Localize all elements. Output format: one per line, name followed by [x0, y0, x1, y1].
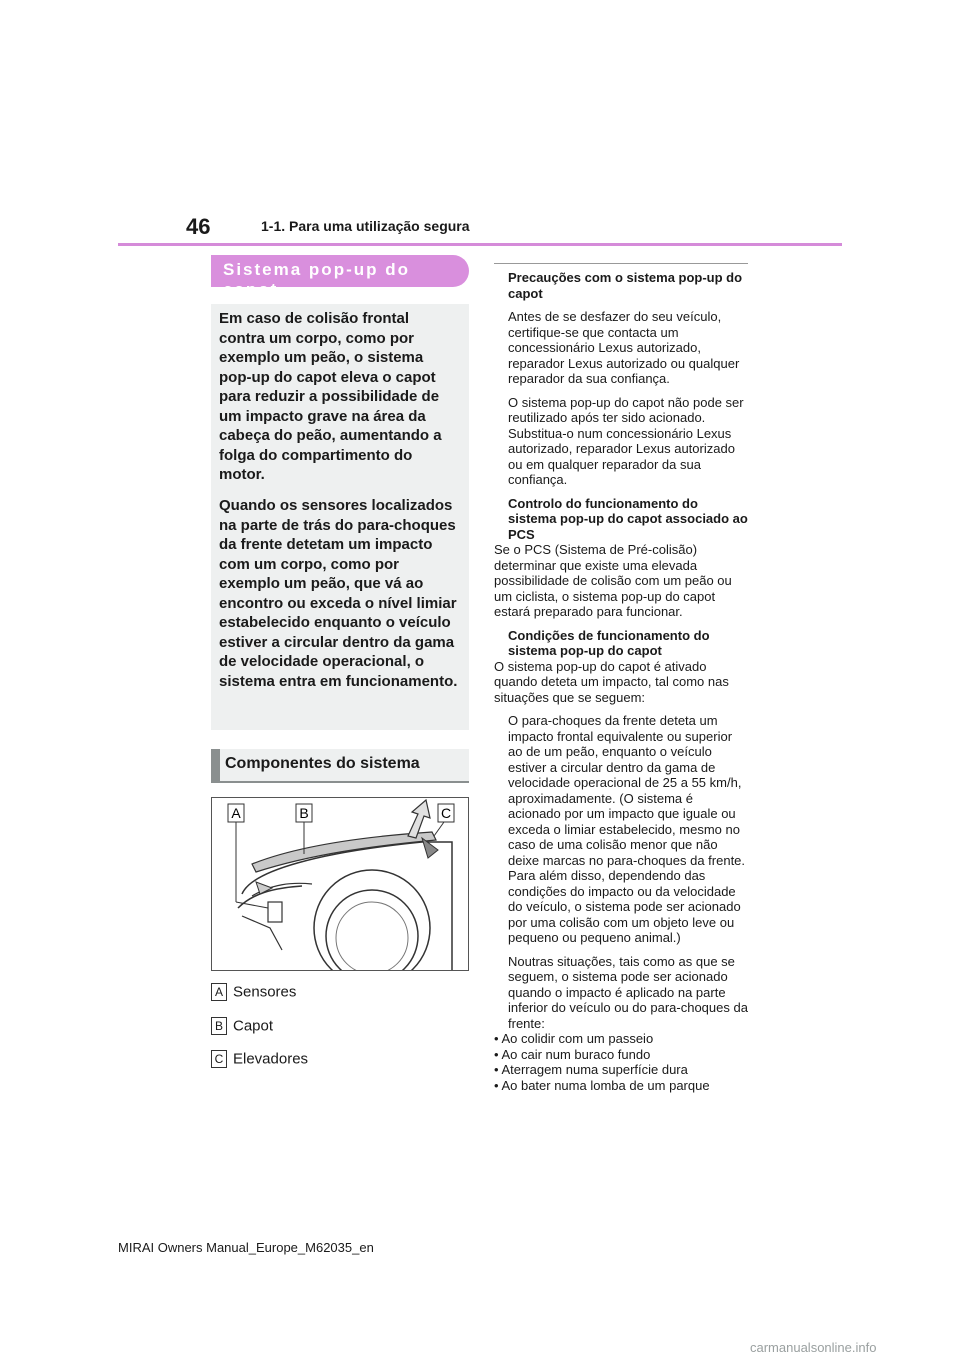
legend-label: Sensores — [233, 983, 297, 1001]
legend-item-sensors — [211, 983, 296, 1001]
intro-paragraph-1: Em caso de colisão frontal contra um corpo, como por exemplo um peão, o sistema pop-up do capot eleva o capot para reduzir a possibilidade de um impacto grave na área da cabeça do peão, aumentando a folga do compartimento do motor. — [219, 310, 442, 483]
section-title: 1-1. Para uma utilização segura — [261, 218, 470, 234]
conditions-heading: Condições de funcionamento do sistema pop-up do capot — [508, 627, 710, 658]
conditions-intro: O sistema pop-up do capot é ativado quando deteta um impacto, tal como nas situações que se seguem: — [494, 658, 729, 705]
components-section-title: Componentes do sistema — [225, 755, 420, 772]
popup-section-title: Sistema pop-up do capot — [223, 260, 410, 299]
legend-label: Elevadores — [233, 1050, 309, 1068]
legend-tag: A — [211, 983, 227, 1001]
figure-label-c: C — [440, 805, 452, 821]
legend-tag: B — [211, 1017, 227, 1035]
bullet-item: • Aterragem numa superfície dura — [494, 1062, 688, 1077]
precautions-heading: Precauções com o sistema pop-up do capot — [508, 270, 743, 301]
legend-item-lifters — [211, 1050, 308, 1068]
figure-label-b: B — [299, 805, 309, 821]
right-column-rule — [494, 263, 748, 264]
header-rule — [118, 243, 842, 246]
intro-box — [211, 304, 469, 730]
pcs-heading: Controlo do funcionamento do sistema pop-up do capot associado ao PCS — [508, 495, 748, 542]
watermark: carmanualsonline.info — [750, 1340, 877, 1355]
precautions-paragraph-1: Antes de se desfazer do seu veículo, certifique-se que contacta um concessionário Lexus autorizado, reparador Lexus autorizado ou qualquer reparador da sua confiança. — [508, 309, 740, 386]
legend-item-hood — [211, 1017, 273, 1035]
components-section-banner — [211, 749, 469, 783]
hood-system-illustration — [211, 797, 469, 971]
conditions-paragraph-1: O para-choques da frente deteta um impacto frontal equivalente ou superior ao de um peão, enquanto o veículo estiver a circular dentro da gama de velocidade operacional de 25 a 55 km/h, aproximadamente. (O sistema é acionado por um impacto que iguale ou exceda o limiar estabelecido, mesmo no caso de uma colisão menor que não deixe marcas no para-choques da frente. Para além disso, dependendo das condições do impacto ou da velocidade do veículo, o sistema pode ser acionado por uma colisão com um objeto leve ou pequeno ou pequeno animal.) — [508, 713, 746, 945]
conditions-paragraph-2: Noutras situações, tais como as que se seguem, o sistema pode ser acionado quando o impacto é aplicado na parte inferior do veículo ou do para-choques da frente: — [508, 953, 748, 1031]
intro-paragraph-2: Quando os sensores localizados na parte de trás do para-choques da frente detetam um impacto com um corpo, como por exemplo um peão, que vá ao encontro ou exceda o nível limiar estabelecido enquanto o veículo estiver a circular dentro da gama de velocidade operacional, o sistema entra em funcionamento. — [219, 497, 458, 690]
right-column — [494, 270, 748, 1093]
legend-label: Capot — [233, 1017, 274, 1035]
car-front-drawing — [212, 798, 468, 970]
bullet-item: • Ao colidir com um passeio — [494, 1031, 654, 1046]
footer-text: MIRAI Owners Manual_Europe_M62035_en — [118, 1240, 374, 1255]
page-number: 46 — [186, 214, 211, 239]
popup-section-banner — [211, 255, 469, 299]
precautions-paragraph-2: O sistema pop-up do capot não pode ser reutilizado após ter sido acionado. Substitua-o num concessionário Lexus autorizado, reparador Lexus autorizado ou em qualquer reparador da sua confiança. — [508, 394, 744, 487]
banner-accent-bar — [211, 749, 220, 783]
legend-tag: C — [211, 1050, 227, 1068]
figure-label-a: A — [231, 805, 241, 821]
pcs-paragraph: Se o PCS (Sistema de Pré-colisão) determinar que existe uma elevada possibilidade de colisão com um peão ou um ciclista, o sistema pop-up do capot estará preparado para funcionar. — [494, 542, 732, 619]
bullet-item: • Ao bater numa lomba de um parque — [494, 1077, 710, 1093]
bullet-item: • Ao cair num buraco fundo — [494, 1046, 651, 1062]
